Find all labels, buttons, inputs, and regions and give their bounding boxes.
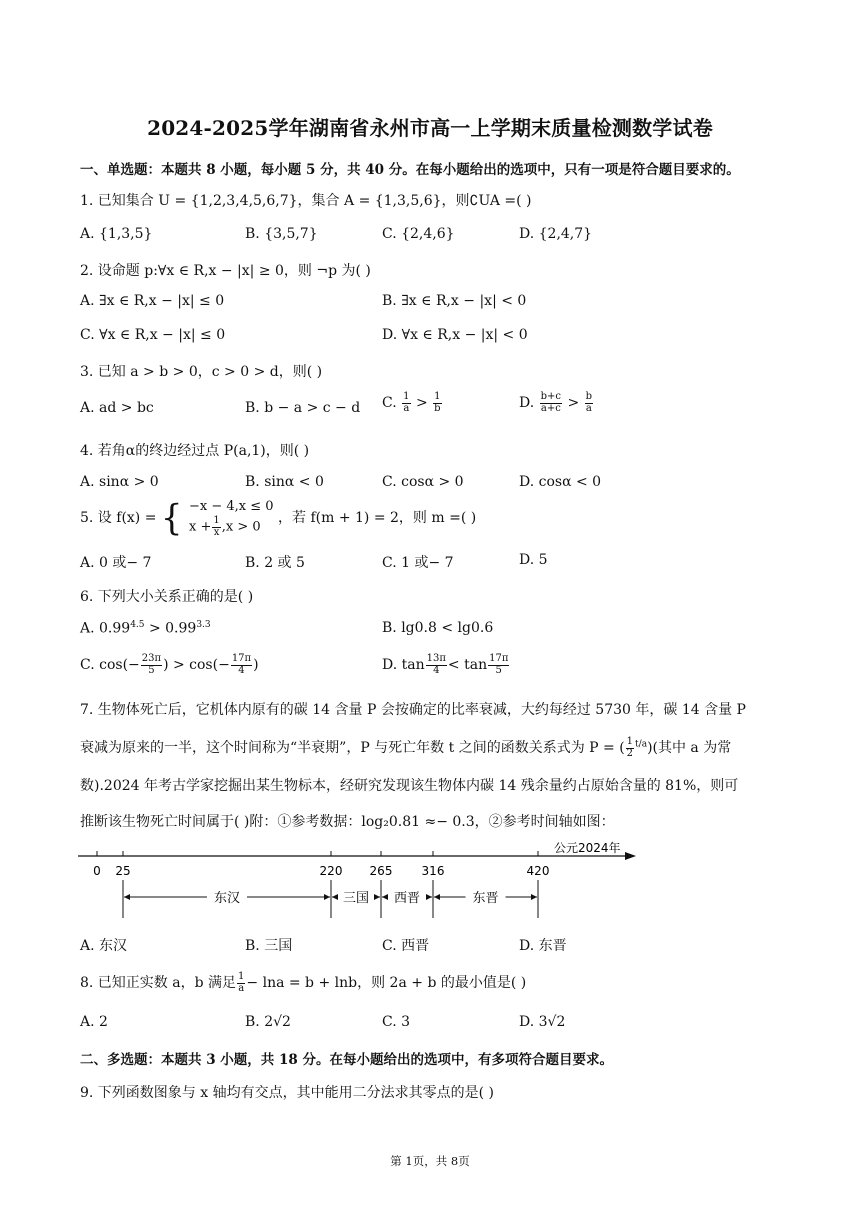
timeline-period-arrow — [374, 894, 380, 900]
q6-option-b: B. lg0.8 < lg0.6 — [382, 620, 494, 636]
q5-option-d: D. 5 — [519, 552, 548, 568]
timeline-arrow-head — [625, 852, 636, 860]
question-7-line-1: 7. 生物体死亡后，它机体内原有的碳 14 含量 P 会按确定的比率衰减，大约每经过 5730 年，碳 14 含量 P — [80, 702, 746, 718]
q7-option-a: A. 东汉 — [80, 938, 128, 954]
q8-option-d: D. 3√2 — [519, 1014, 566, 1030]
timeline-tick-label: 265 — [369, 864, 393, 878]
timeline-end-label: 公元2024年 — [554, 841, 621, 855]
question-8-stem: 8. 已知正实数 a，b 满足 $\frac{1}{a}$ − lna = b + lnb，则 2a + b 的最小值是( ) — [80, 971, 527, 994]
q5-option-c: C. 1 或− 7 — [382, 555, 454, 571]
q3-option-d-left-fraction: $\frac{b+c}{a+c}$ — [540, 391, 562, 414]
timeline-period-arrow — [531, 894, 537, 900]
question-7-line-2: 衰减为原来的一半，这个时间称为“半衰期”，P 与死亡年数 t 之间的函数关系式为 P = ( $\frac{1}{2}$ $^{t/a}$)(其中 a 为常 — [80, 736, 732, 759]
question-9-stem: 9. 下列函数图象与 x 轴均有交点，其中能用二分法求其零点的是( ) — [80, 1085, 494, 1101]
q1-option-a: A. {1,3,5} — [80, 226, 153, 242]
timeline-tick-label: 220 — [319, 864, 343, 878]
page-title: 2024-2025学年湖南省永州市高一上学期末质量检测数学试卷 — [147, 116, 713, 140]
question-6-stem: 6. 下列大小关系正确的是( ) — [80, 589, 254, 605]
timeline-period-arrow — [426, 894, 432, 900]
q7-option-d: D. 东晋 — [519, 938, 567, 954]
q4-option-d: D. cosα < 0 — [519, 474, 602, 490]
q8-option-c: C. 3 — [382, 1014, 411, 1030]
section-multi-choice-heading: 二、多选题：本题共 3 小题，共 18 分。在每小题给出的选项中，有多项符合题目要求。 — [80, 1052, 613, 1068]
question-5-stem: 5. 设 f(x) = { −x − 4,x ≤ 0 x + $\frac{1}{x}$ ,x > 0 ，若 f(m + 1) = 2，则 m =( ) — [80, 497, 477, 540]
timeline-tick-label: 316 — [421, 864, 445, 878]
q6-option-a: A. $0.99^{4.5} > 0.99^{3.3}$ — [80, 620, 211, 637]
page-footer: 第 1页，共 8页 — [390, 1154, 470, 1168]
q3-option-c-left-fraction: $\frac{1}{a}$ — [403, 391, 410, 414]
q8-option-a: A. 2 — [80, 1014, 108, 1030]
piecewise-case-1: −x − 4,x ≤ 0 — [189, 499, 274, 514]
q2-option-c: C. ∀x ∈ R,x − |x| ≤ 0 — [80, 327, 226, 343]
q1-option-c: C. {2,4,6} — [382, 226, 455, 242]
timeline-period-arrow — [124, 894, 130, 900]
question-1-stem: 1. 已知集合 U = {1,2,3,4,5,6,7}，集合 A = {1,3,5,6}，则∁UA =( ) — [80, 193, 532, 209]
timeline-tick-label: 420 — [526, 864, 550, 878]
question-7-line-3: 数).2024 年考古学家挖掘出某生物标本，经研究发现该生物体内碳 14 残余量约占原始含量的 81%，则可 — [80, 778, 739, 794]
q1-option-b: B. {3,5,7} — [245, 226, 318, 242]
q2-option-a: A. ∃x ∈ R,x − |x| ≤ 0 — [80, 293, 225, 309]
timeline-period-arrow — [332, 894, 338, 900]
piecewise-case-2: x + $\frac{1}{x}$ ,x > 0 — [189, 515, 261, 538]
question-3-stem: 3. 已知 a > b > 0，c > 0 > d，则( ) — [80, 364, 323, 380]
question-2-stem: 2. 设命题 p:∀x ∈ R,x − |x| ≥ 0，则 ¬p 为( ) — [80, 263, 371, 279]
section-single-choice-heading: 一、单选题：本题共 8 小题，每小题 5 分，共 40 分。在每小题给出的选项中，只有一项是符合题目要求的。 — [80, 162, 740, 178]
timeline-tick-label: 0 — [93, 864, 101, 878]
q5-option-b: B. 2 或 5 — [245, 555, 305, 571]
q5-option-a: A. 0 或− 7 — [80, 555, 152, 571]
q4-option-b: B. sinα < 0 — [245, 474, 324, 490]
timeline-period-arrow — [382, 894, 388, 900]
q4-option-a: A. sinα > 0 — [80, 474, 159, 490]
q3-option-a: A. ad > bc — [80, 400, 154, 416]
timeline-period-label: 西晋 — [393, 891, 421, 906]
q4-option-c: C. cosα > 0 — [382, 474, 464, 490]
q2-option-d: D. ∀x ∈ R,x − |x| < 0 — [382, 327, 528, 343]
timeline-tick-label: 25 — [115, 864, 131, 878]
q3-option-d-right-fraction: $\frac{b}{a}$ — [585, 391, 593, 414]
piecewise-brace: { — [160, 497, 183, 540]
q6-option-d: D. tan $\frac{13\pi}{4}$ < tan $\frac{17\pi}{5}$ — [382, 653, 509, 676]
q3-option-d-label: D. — [519, 395, 535, 411]
q3-option-b: B. b − a > c − d — [245, 400, 361, 416]
q6-option-c: C. cos(− $\frac{23\pi}{5}$ ) > cos(− $\frac{17\pi}{4}$ ) — [80, 653, 259, 676]
question-7-line-4: 推断该生物死亡时间属于( )附：①参考数据：log₂0.81 ≈− 0.3，②参考时间轴如图： — [80, 814, 615, 830]
question-4-stem: 4. 若角α的终边经过点 P(a,1)，则( ) — [80, 443, 310, 459]
timeline-period-label: 三国 — [342, 891, 370, 906]
q3-option-c-right-fraction: $\frac{1}{b}$ — [434, 391, 441, 414]
q2-option-b: B. ∃x ∈ R,x − |x| < 0 — [382, 293, 527, 309]
timeline-period-label: 东汉 — [213, 891, 241, 906]
piecewise-cases — [189, 498, 274, 538]
q8-option-b: B. 2√2 — [245, 1014, 291, 1030]
timeline-period-arrow — [434, 894, 440, 900]
timeline-period-arrow — [324, 894, 330, 900]
q1-option-d: D. {2,4,7} — [519, 226, 593, 242]
reference-timeline — [76, 840, 646, 920]
q7-option-b: B. 三国 — [245, 938, 293, 954]
q3-option-c: C. $\frac{1}{a}$ > $\frac{1}{b}$ — [382, 391, 441, 414]
q7-option-c: C. 西晋 — [382, 938, 430, 954]
timeline-period-label: 东晋 — [472, 891, 499, 906]
q3-option-d: D. $\frac{b+c}{a+c}$ > $\frac{b}{a}$ — [519, 391, 593, 414]
q3-option-c-label: C. — [382, 395, 397, 411]
